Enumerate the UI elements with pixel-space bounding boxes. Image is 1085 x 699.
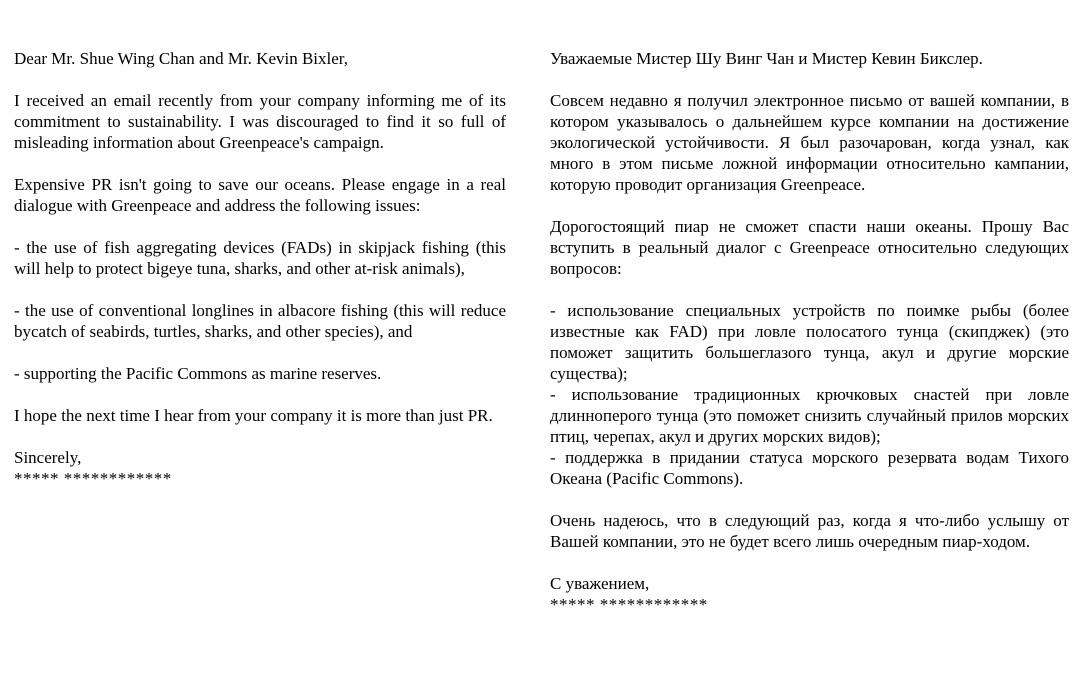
list-item-en-longlines: - the use of conventional longlines in albacore fishing (this will reduce bycatch of seabirds, turtles, sharks, and other species), and: [14, 301, 506, 341]
list-item-en-pacific-commons: - supporting the Pacific Commons as marine reserves.: [14, 364, 382, 383]
paragraph-ru-pr: Дорогостоящий пиар не сможет спасти наши океаны. Прошу Вас вступить в реальный диалог с Greenpeace относительно следующих вопросов:: [550, 217, 1069, 278]
list-item-ru-pacific-commons: - поддержка в придании статуса морского резервата водам Тихого Океана (Pacific Commons).: [550, 448, 1069, 488]
salutation-en: Dear Mr. Shue Wing Chan and Mr. Kevin Bixler,: [14, 49, 349, 68]
signature-en: ***** ************: [14, 469, 172, 488]
signature-ru: ***** ************: [550, 595, 708, 614]
list-item-ru-fads: - использование специальных устройств по поимке рыбы (более известные как FAD) при ловле полосатого тунца (скипджек) (это поможет защитить большеглазого тунца, акул и другие морские существа);: [550, 301, 1069, 383]
closing-en: Sincerely,: [14, 448, 82, 467]
paragraph-en-hope: I hope the next time I hear from your company it is more than just PR.: [14, 406, 493, 425]
letter-english-column: [14, 48, 506, 699]
paragraph-en-pr: Expensive PR isn't going to save our oceans. Please engage in a real dialogue with Greenpeace and address the following issues:: [14, 175, 506, 215]
list-item-ru-longlines: - использование традиционных крючковых снастей при ловле длинноперого тунца (это поможет снизить случайный прилов морских птиц, черепах, акул и других морских видов);: [550, 385, 1069, 446]
paragraph-en-intro: I received an email recently from your company informing me of its commitment to sustainability. I was discouraged to find it so full of misleading information about Greenpeace's campaign.: [14, 91, 506, 152]
paragraph-ru-hope: Очень надеюсь, что в следующий раз, когда я что-либо услышу от Вашей компании, это не будет всего лишь очередным пиар-ходом.: [550, 511, 1069, 551]
letter-russian-column: [550, 48, 1069, 699]
list-item-en-fads: - the use of fish aggregating devices (FADs) in skipjack fishing (this will help to protect bigeye tuna, sharks, and other at-risk animals),: [14, 238, 506, 278]
closing-ru: С уважением,: [550, 574, 650, 593]
salutation-ru: Уважаемые Мистер Шу Винг Чан и Мистер Кевин Бикслер.: [550, 49, 983, 68]
paragraph-ru-intro: Совсем недавно я получил электронное письмо от вашей компании, в котором указывалось о дальнейшем курсе компании на достижение экологической устойчивости. Я был разочарован, когда узнал, как много в этом письме ложной информации относительно кампании, которую проводит организация Greenpeace.: [550, 91, 1069, 194]
